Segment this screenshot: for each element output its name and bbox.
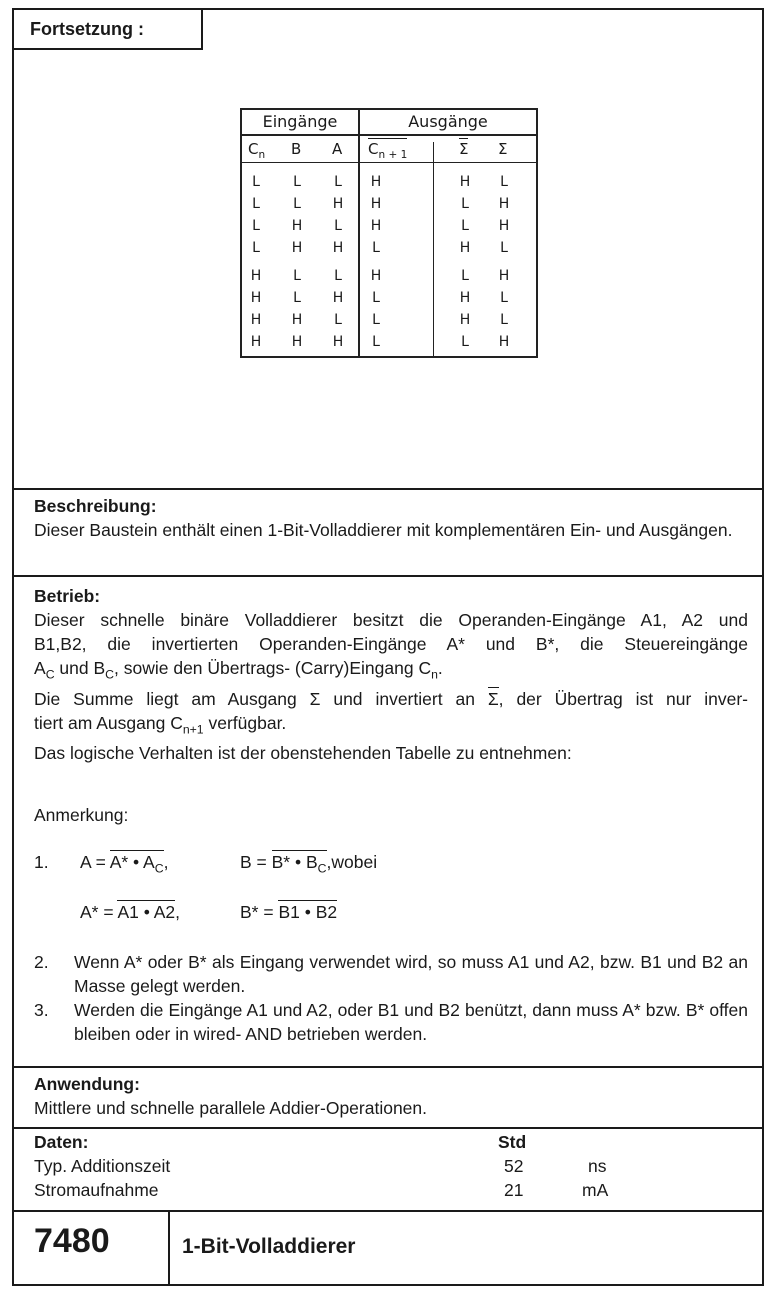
table-cell: H [332,290,344,306]
table-cell: H [370,196,382,212]
table-cell: L [293,174,301,190]
formula-a-star: A* = A1 • A2, [80,902,181,922]
continuation-label: Fortsetzung : [12,8,203,50]
anwendung-text: Mittlere und schnelle parallele Addier-Operationen. [34,1098,428,1118]
beschreibung-section [34,494,748,542]
beschreibung-title: Beschreibung: [34,496,157,516]
table-cell: H [459,290,471,306]
table-cell: H [498,196,510,212]
betrieb-line: Das logische Verhalten ist der obenstehenden Tabelle zu entnehmen: [34,743,572,763]
table-cell: H [498,334,510,350]
col-b: B [291,140,302,158]
table-cell: L [252,240,260,256]
table-cell: L [500,174,508,190]
daten-title: Daten: [34,1132,89,1152]
table-cell: L [461,334,469,350]
table-cell: L [334,218,342,234]
note-item: 2. Wenn A* oder B* als Eingang verwendet wird, so muss A1 und A2, bzw. B1 und B2 an Masse gelegt werden. [34,952,748,996]
table-cell: L [372,290,380,306]
note-number: 1. [34,852,49,872]
daten-value: 52 [504,1156,524,1176]
table-cell: H [459,312,471,328]
table-cell: H [498,268,510,284]
divider [12,1066,764,1068]
divider [12,1210,764,1212]
daten-std-header: Std [498,1132,527,1152]
table-cell: L [252,218,260,234]
anwendung-section [34,1072,748,1120]
table-cell: L [293,290,301,306]
group-outputs: Ausgänge [408,112,488,131]
beschreibung-text: Dieser Baustein enthält einen 1-Bit-Volladdierer mit komplementären Ein- und Ausgängen. [34,520,733,540]
table-cell: L [252,174,260,190]
daten-unit: ns [588,1156,607,1176]
table-divider [358,110,360,356]
table-cell: H [291,240,303,256]
table-divider [242,162,536,163]
table-cell: H [459,174,471,190]
daten-label: Stromaufnahme [34,1180,159,1200]
formula-b-star: B* = B1 • B2 [240,902,338,922]
table-cell: L [372,334,380,350]
betrieb-line: Die Summe liegt am Ausgang Σ und invertiert an Σ, der Übertrag ist nur inver- [34,688,748,709]
col-sum: Σ [498,140,508,158]
footer-divider [168,1210,170,1286]
daten-value: 21 [504,1180,524,1200]
divider [12,575,764,577]
table-cell: L [461,196,469,212]
table-cell: L [334,312,342,328]
group-inputs: Eingänge [262,112,338,131]
table-cell: H [498,218,510,234]
table-cell: L [334,268,342,284]
col-cn1: $C_{n + 1}$ [368,140,408,161]
table-cell: L [293,268,301,284]
table-cell: H [370,174,382,190]
anwendung-title: Anwendung: [34,1074,140,1094]
note-item: 3. Werden die Eingänge A1 und A2, oder B1 und B2 benützt, dann muss A* bzw. B* offen bleiben oder in wired- AND betrieben werden. [34,1000,748,1044]
daten-unit: mA [582,1180,609,1200]
table-cell: H [250,334,262,350]
formula-b: B = B* • $B_C,wobei$ [240,852,378,876]
truth-table [240,108,538,358]
divider [12,488,764,490]
table-cell: L [372,240,380,256]
betrieb-section [34,584,748,765]
betrieb-line: $A_C$ und $B_C$, sowie den Übertrags- (Carry)Eingang $C_n$. [34,658,443,682]
betrieb-line: tiert am Ausgang $C_{n+1}$ verfügbar. [34,712,287,736]
col-a: A [332,140,343,158]
table-cell: H [332,240,344,256]
table-cell: H [250,268,262,284]
anmerkung-title: Anmerkung: [34,805,129,825]
table-cell: H [370,218,382,234]
table-divider [242,134,536,136]
table-cell: L [461,218,469,234]
table-cell: H [332,334,344,350]
betrieb-line: Dieser schnelle binäre Volladdierer besitzt die Operanden-Eingänge A1, A2 und [34,610,748,630]
table-cell: L [293,196,301,212]
table-cell: L [461,268,469,284]
table-cell: L [500,290,508,306]
table-cell: H [291,218,303,234]
daten-label: Typ. Additionszeit [34,1156,171,1176]
table-cell: H [459,240,471,256]
table-cell: H [250,312,262,328]
table-cell: L [500,240,508,256]
part-number: 7480 [34,1222,110,1260]
table-cell: L [334,174,342,190]
table-cell: H [250,290,262,306]
part-title: 1-Bit-Volladdierer [182,1235,356,1258]
table-cell: L [372,312,380,328]
table-cell: H [370,268,382,284]
betrieb-line: B1,B2, die invertierten Operanden-Eingänge A* und B*, die Steuereingänge [34,634,748,654]
table-divider [433,142,434,356]
col-cn: $C_n$ [248,140,266,161]
table-cell: H [332,196,344,212]
table-cell: H [291,312,303,328]
table-cell: H [291,334,303,350]
divider [12,1127,764,1129]
col-sum-bar: Σ [459,140,469,158]
table-cell: L [252,196,260,212]
formula-a: A = A* • $A_C$, [80,852,169,876]
table-cell: L [500,312,508,328]
betrieb-title: Betrieb: [34,586,101,606]
